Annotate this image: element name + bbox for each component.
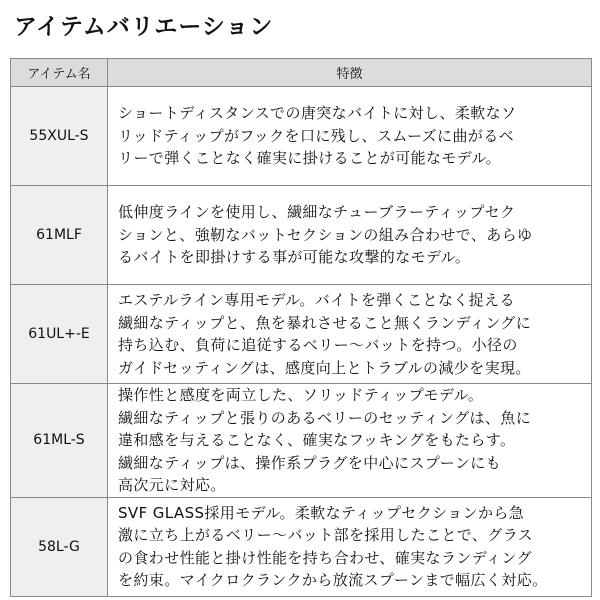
feature-text-line: 繊細なティップと張りのあるベリーのセッティングは、魚に xyxy=(118,408,532,427)
feature-text-line: エステルライン専用モデル。バイトを弾くことなく捉える xyxy=(118,291,515,309)
feature-column-header: 特徴 xyxy=(108,59,592,87)
feature-cell xyxy=(108,497,592,596)
feature-text-line: 違和感を与えることなく、確実なフッキングをもたらす。 xyxy=(118,431,516,449)
table-row xyxy=(11,497,592,596)
feature-text-line: リッドティップがフックを口に残し、スムーズに曲がるベ xyxy=(118,126,515,145)
item-variation-table xyxy=(10,58,592,597)
feature-cell xyxy=(108,87,592,186)
feature-cell xyxy=(108,384,592,498)
feature-text-line: の食わせ性能と掛け性能を持ち合わせ、確実なランディング xyxy=(118,548,532,567)
item-name-cell: 61UL+-E xyxy=(11,285,108,384)
feature-text-line: を約束。マイクロクランクから放流スプーンまで幅広く対応。 xyxy=(118,571,548,589)
feature-text-line: 低伸度ラインを使用し、繊細なチューブラーティップセク xyxy=(118,203,516,222)
feature-text-line: 高次元に対応。 xyxy=(118,476,226,494)
feature-text-line: ションと、強靭なバットセクションの組み合わせで、あらゆ xyxy=(118,225,533,244)
feature-text-line: リーで弾くことなく確実に掛けることが可能なモデル。 xyxy=(118,149,502,168)
feature-text-line: るバイトを即掛けする事が可能な攻撃的なモデル。 xyxy=(118,248,471,267)
feature-text-line: ショートディスタンスでの唐突なバイトに対し、柔軟なソ xyxy=(118,104,517,123)
item-name-cell: 55XUL-S xyxy=(11,87,108,186)
feature-text-line: 操作性と感度を両立した、ソリッドティップモデル。 xyxy=(118,386,484,404)
table-row xyxy=(11,87,592,186)
page-title: アイテムバリエーション xyxy=(14,14,274,40)
item-name-cell: 61ML-S xyxy=(11,384,108,498)
feature-text-line: 持ち込む、負荷に追従するベリー〜バットを持つ。小径の xyxy=(118,336,518,354)
feature-text-line: 繊細なティップと、魚を暴れさせること無くランディングに xyxy=(118,313,532,332)
feature-cell xyxy=(108,285,592,384)
item-name-column-header: アイテム名 xyxy=(11,59,108,87)
feature-cell xyxy=(108,186,592,285)
feature-text-line: SVF GLASS採用モデル。柔軟なティップセクションから急 xyxy=(118,503,525,522)
table-row xyxy=(11,285,592,384)
table-header-row xyxy=(11,59,592,87)
feature-text-line: ガイドセッティングは、感度向上とトラブルの減少を実現。 xyxy=(118,358,531,377)
item-name-cell: 58L-G xyxy=(11,497,108,596)
feature-text-line: 繊細なティップは、操作系プラグを中心にスプーンにも xyxy=(118,453,502,472)
table-row xyxy=(11,186,592,285)
item-name-cell: 61MLF xyxy=(11,186,108,285)
feature-text-line: 激に立ち上がるベリー〜バット部を採用したことで、グラス xyxy=(118,526,534,544)
table-row xyxy=(11,384,592,498)
